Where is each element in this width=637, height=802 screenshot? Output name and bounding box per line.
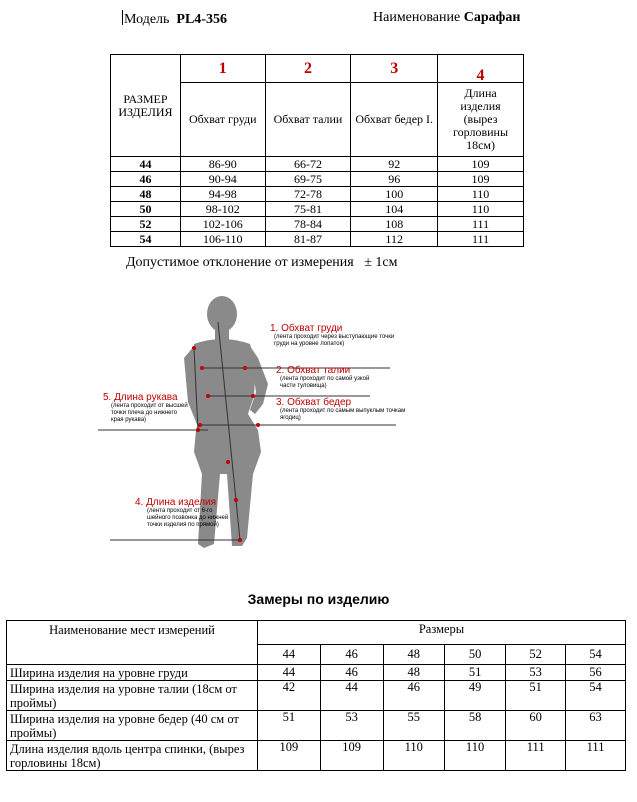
cell: 60 (506, 711, 566, 741)
cell: 110 (444, 741, 505, 771)
model-value: PL4-356 (176, 12, 227, 27)
cell: 66-72 (265, 157, 351, 172)
cell: 111 (506, 741, 566, 771)
size-header: 50 (444, 645, 505, 665)
cell: 111 (438, 232, 524, 247)
cell: 78-84 (265, 217, 351, 232)
cell: 110 (438, 202, 524, 217)
cell: 48 (383, 665, 444, 681)
label-title: Длина рукава (114, 392, 178, 403)
cell: 63 (566, 711, 626, 741)
label-num: 5. (103, 392, 112, 403)
cell: 42 (258, 681, 321, 711)
cell: 112 (351, 232, 438, 247)
col-num-3: 3 (351, 55, 438, 83)
figure-label-1 (270, 323, 410, 348)
size-header: 52 (506, 645, 566, 665)
label-note: (лента проходит через выступающие точки груди на уровне лопаток) (274, 334, 395, 347)
cell: 106-110 (180, 232, 265, 247)
name-value: Сарафан (463, 10, 521, 25)
cell: 51 (444, 665, 505, 681)
cell: 94-98 (180, 187, 265, 202)
table-row (111, 232, 524, 247)
measurements-table (6, 620, 626, 771)
cell: 51 (506, 681, 566, 711)
table-row (111, 157, 524, 172)
cell: 53 (320, 711, 383, 741)
cell: 100 (351, 187, 438, 202)
cell: 51 (258, 711, 321, 741)
cell: 111 (438, 217, 524, 232)
row-size: 46 (111, 172, 181, 187)
table-row (7, 665, 626, 681)
cell: 102-106 (180, 217, 265, 232)
tolerance-text: Допустимое отклонение от измерения (126, 255, 354, 270)
col-num-1: 1 (180, 55, 265, 83)
col-label-1: Обхват груди (180, 83, 265, 157)
col-num-2: 2 (265, 55, 351, 83)
label-title: Обхват талии (287, 365, 351, 376)
label-note: (лента проходит от высшей точки плеча до нижнего края рукава) (111, 403, 188, 423)
cell: 109 (320, 741, 383, 771)
cell: 110 (383, 741, 444, 771)
col-label-4: Длина изделия (вырез горловины 18см) (438, 83, 524, 157)
cell: 81-87 (265, 232, 351, 247)
cell: 69-75 (265, 172, 351, 187)
name-line (373, 10, 520, 26)
cell: 46 (320, 665, 383, 681)
cell: 109 (438, 157, 524, 172)
label-note: (лента проходит по самым выпуклым точкам ягодиц) (280, 408, 406, 421)
table-row (7, 681, 626, 711)
label-title: Обхват груди (281, 323, 343, 334)
figure-label-4 (135, 497, 245, 529)
cell: 92 (351, 157, 438, 172)
cell: 44 (320, 681, 383, 711)
cell: 58 (444, 711, 505, 741)
row-label: Длина изделия вдоль центра спинки, (вырез горловины 18см) (7, 741, 258, 771)
row-size: 54 (111, 232, 181, 247)
col-label-2: Обхват талии (265, 83, 351, 157)
cell: 104 (351, 202, 438, 217)
cell: 55 (383, 711, 444, 741)
cell: 96 (351, 172, 438, 187)
cell: 53 (506, 665, 566, 681)
tolerance-value: ± 1см (364, 255, 398, 270)
size-table (110, 54, 524, 247)
row-label: Ширина изделия на уровне бедер (40 см от проймы) (7, 711, 258, 741)
row-size: 50 (111, 202, 181, 217)
cell: 90-94 (180, 172, 265, 187)
measurements-title: Замеры по изделию (247, 591, 390, 607)
sizes-label: Размеры (258, 621, 626, 645)
col-num-4: 4 (438, 55, 524, 83)
size-header: 54 (566, 645, 626, 665)
figure-label-5 (103, 392, 193, 424)
cell: 44 (258, 665, 321, 681)
table-row (111, 187, 524, 202)
label-title: Длина изделия (146, 497, 217, 508)
cell: 98-102 (180, 202, 265, 217)
label-num: 2. (276, 365, 285, 376)
cell: 49 (444, 681, 505, 711)
row-label: Ширина изделия на уровне талии (18см от проймы) (7, 681, 258, 711)
size-header: 46 (320, 645, 383, 665)
cell: 56 (566, 665, 626, 681)
size-header: 44 (258, 645, 321, 665)
cell: 75-81 (265, 202, 351, 217)
model-line (122, 10, 227, 28)
model-label: Модель (124, 12, 170, 27)
table-row (7, 741, 626, 771)
size-corner-label: РАЗМЕР ИЗДЕЛИЯ (111, 55, 181, 157)
tolerance-line (126, 255, 397, 271)
table-row (111, 202, 524, 217)
label-title: Обхват бедер (287, 397, 352, 408)
text-cursor (122, 10, 123, 25)
label-num: 1. (270, 323, 279, 334)
row-size: 48 (111, 187, 181, 202)
table-row (111, 217, 524, 232)
cell: 46 (383, 681, 444, 711)
cell: 110 (438, 187, 524, 202)
label-note: (лента проходит от 6-го шейного позвонка до нижней точки изделия по прямой) (147, 508, 229, 528)
table-row (111, 172, 524, 187)
label-num: 3. (276, 397, 285, 408)
cell: 54 (566, 681, 626, 711)
label-note: (лента проходит по самой узкой части туловища) (280, 376, 370, 389)
cell: 109 (438, 172, 524, 187)
cell: 86-90 (180, 157, 265, 172)
cell: 108 (351, 217, 438, 232)
cell: 72-78 (265, 187, 351, 202)
col-label-3: Обхват бедер I. (351, 83, 438, 157)
row-label: Ширина изделия на уровне груди (7, 665, 258, 681)
cell: 109 (258, 741, 321, 771)
figure-label-3 (276, 397, 416, 422)
figure-label-2 (276, 365, 416, 390)
row-size: 52 (111, 217, 181, 232)
row-size: 44 (111, 157, 181, 172)
size-header: 48 (383, 645, 444, 665)
table-row (7, 711, 626, 741)
label-num: 4. (135, 497, 144, 508)
measurements-header-label: Наименование мест измерений (7, 621, 258, 665)
cell: 111 (566, 741, 626, 771)
name-label: Наименование (373, 10, 461, 25)
